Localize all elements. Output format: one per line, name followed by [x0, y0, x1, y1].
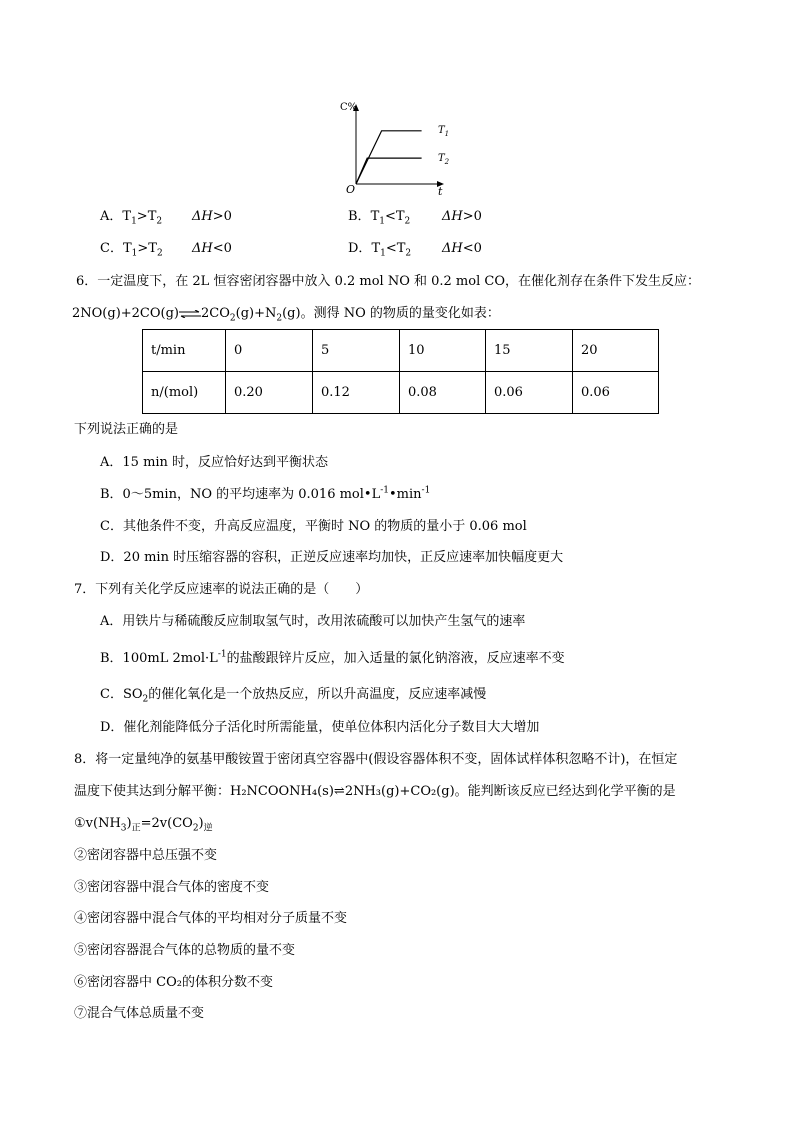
y-axis-label: C%: [340, 102, 358, 113]
table-cell: 0.06: [486, 372, 573, 414]
table-cell: 0.12: [313, 372, 400, 414]
table-cell: n/(mol): [143, 372, 226, 414]
x-axis-label: t: [438, 185, 443, 196]
q8-item-2: ②密闭容器中总压强不变: [74, 848, 218, 863]
q6-prompt: 下列说法正确的是: [74, 422, 179, 437]
q8-item-5: ⑤密闭容器混合气体的总物质的量不变: [74, 943, 296, 958]
q8-stem-line2: 温度下使其达到分解平衡：H₂NCOONH₄(s)⇌2NH₃(g)+CO₂(g)。能判断该反应已经达到化学平衡的是: [74, 784, 676, 799]
table-cell: t/min: [143, 330, 226, 372]
equilibrium-arrow-icon: [179, 310, 201, 318]
q8-item-1: $①v(NH_3)_正=2v(CO_2)_逆$: [74, 816, 213, 834]
concentration-time-chart: [330, 96, 450, 196]
legend-label-T1: $T_1$: [438, 125, 450, 138]
table-cell: 10: [400, 330, 486, 372]
q6-equation-line: 2NO(g)+2CO(g) $2CO_2(g)+N_2(g)$。测得 NO 的物质的量变化如表：: [72, 306, 500, 324]
q8-item-4: ④密闭容器中混合气体的平均相对分子质量不变: [74, 911, 348, 926]
q8-item-7: ⑦混合气体总质量不变: [74, 1006, 205, 1021]
origin-label: O: [346, 183, 356, 196]
table-cell: 0.06: [573, 372, 659, 414]
q8-stem-line1: 8．将一定量纯净的氨基甲酸铵置于密闭真空容器中(假设容器体积不变，固体试样体积忽略不计)，在恒定: [74, 752, 678, 767]
table-cell: 0: [226, 330, 313, 372]
table-cell: 0.20: [226, 372, 313, 414]
q7-option-d: D．催化剂能降低分子活化时所需能量，使单位体积内活化分子数目大大增加: [100, 720, 540, 735]
no-amount-table: [142, 329, 659, 414]
table-cell: 20: [573, 330, 659, 372]
q6-option-d: D．20 min 时压缩容器的容积，正逆反应速率均加快，正反应速率加快幅度更大: [100, 550, 564, 565]
q6-option-c: C．其他条件不变，升高反应温度，平衡时 NO 的物质的量小于 0.06 mol: [100, 519, 527, 534]
table-cell: 0.08: [400, 372, 486, 414]
q5-option-b: B．$T_1<T_2$ ΔH>0: [348, 209, 482, 227]
q6-option-b: B．0～5min，NO 的平均速率为 0.016 $mol•L^{-1}•\min^{-1}$: [100, 485, 431, 502]
series-line-T1: [356, 131, 422, 184]
q5-option-a: A．$T_1>T_2$ ΔH>0: [100, 209, 232, 227]
q7-option-c: C．$SO_2$的催化氧化是一个放热反应，所以升高温度，反应速率减慢: [100, 687, 487, 705]
table-row-amount: [143, 372, 659, 414]
q7-option-b: B．100mL $2mol\cdot L^{-1}$的盐酸跟锌片反应，加入适量的氯化钠溶液，反应速率不变: [100, 649, 565, 666]
q7-option-a: A．用铁片与稀硫酸反应制取氢气时，改用浓硫酸可以加快产生氢气的速率: [100, 614, 526, 629]
q8-item-3: ③密闭容器中混合气体的密度不变: [74, 880, 270, 895]
q6-option-a: A．15 min 时，反应恰好达到平衡状态: [100, 455, 329, 470]
series-line-T2: [356, 158, 422, 184]
q5-option-c: C．$T_1>T_2$ ΔH<0: [100, 241, 232, 259]
q7-stem: 7．下列有关化学反应速率的说法正确的是（ ）: [74, 582, 369, 597]
table-cell: 5: [313, 330, 400, 372]
q5-option-d: D．$T_1<T_2$ ΔH<0: [348, 241, 482, 259]
q6-stem-line1: 6．一定温度下，在 2L 恒容密闭容器中放入 0.2 mol NO 和 0.2 mol CO，在催化剂存在条件下发生反应：: [76, 274, 700, 289]
table-cell: 15: [486, 330, 573, 372]
legend-label-T2: $T_2$: [438, 153, 450, 166]
q8-item-6: ⑥密闭容器中 CO₂的体积分数不变: [74, 975, 273, 990]
table-row-time: [143, 330, 659, 372]
